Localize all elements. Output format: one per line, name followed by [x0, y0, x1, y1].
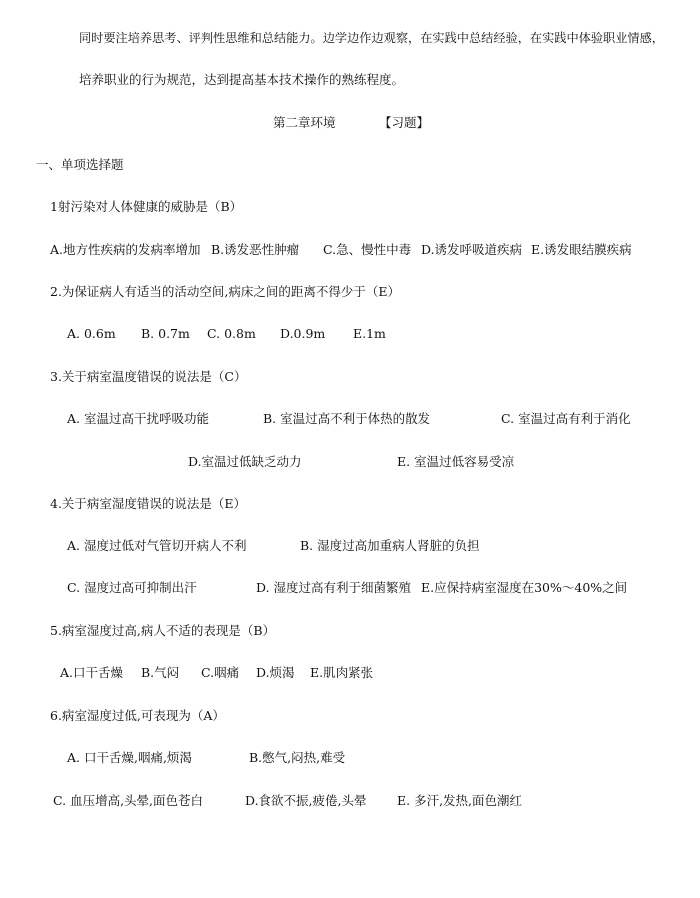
question-option: D.0.9m	[280, 326, 326, 341]
question-option: B. 0.7m	[141, 326, 190, 341]
question-option: D.室温过低缺乏动力	[188, 454, 302, 469]
question-option: E.1m	[353, 326, 386, 341]
question-option: C. 0.8m	[207, 326, 256, 341]
question-stem: 4.关于病室湿度错误的说法是（E）	[50, 496, 247, 511]
intro-line-2: 培养职业的行为规范，达到提高基本技术操作的熟练程度。	[79, 72, 405, 87]
question-option: D.诱发呼吸道疾病	[421, 242, 523, 257]
question-option: B.气闷	[141, 665, 180, 680]
question-stem: 5.病室湿度过高,病人不适的表现是（B）	[50, 623, 276, 638]
question-option: E. 室温过低容易受凉	[397, 454, 515, 469]
question-option: D. 湿度过高有利于细菌繁殖	[256, 580, 412, 595]
question-option: D.烦渴	[256, 665, 295, 680]
question-option: C.咽痛	[201, 665, 240, 680]
question-stem: 3.关于病室温度错误的说法是（C）	[50, 369, 247, 384]
question-option: C. 室温过高有利于消化	[501, 411, 631, 426]
chapter-title: 第二章环境	[273, 115, 336, 130]
question-option: A.地方性疾病的发病率增加	[50, 242, 201, 257]
question-option: A. 口干舌燥,咽痛,烦渴	[67, 750, 192, 765]
question-option: E.肌肉紧张	[310, 665, 374, 680]
intro-line-1: 同时要注培养思考、评判性思维和总结能力。边学边作边观察，在实践中总结经验，在实践中体验职业情感，	[79, 31, 664, 45]
question-option: A. 0.6m	[67, 326, 116, 341]
question-option: C.急、慢性中毒	[323, 242, 412, 257]
question-option: B.憋气,闷热,难受	[249, 750, 346, 765]
question-option: A.口干舌燥	[60, 665, 124, 680]
question-option: D.食欲不振,疲倦,头晕	[245, 793, 367, 808]
question-option: E.诱发眼结膜疾病	[531, 242, 632, 257]
question-option: A. 室温过高干扰呼吸功能	[67, 411, 209, 426]
question-option: E.应保持病室湿度在30%～40%之间	[421, 580, 628, 595]
question-option: A. 湿度过低对气管切开病人不利	[67, 538, 247, 553]
question-stem: 1射污染对人体健康的威胁是（B）	[50, 199, 243, 214]
question-stem: 2.为保证病人有适当的活动空间,病床之间的距离不得少于（E）	[50, 284, 401, 299]
question-option: E. 多汗,发热,面色潮红	[397, 793, 523, 808]
section-title: 一、单项选择题	[36, 157, 124, 172]
question-option: B. 湿度过高加重病人肾脏的负担	[300, 538, 480, 553]
chapter-tag: 【习题】	[379, 115, 430, 130]
question-option: C. 湿度过高可抑制出汗	[67, 580, 197, 595]
question-stem: 6.病室湿度过低,可表现为（A）	[50, 708, 225, 723]
question-option: B. 室温过高不利于体热的散发	[263, 411, 431, 426]
question-option: C. 血压增高,头晕,面色苍白	[53, 793, 204, 808]
question-option: B.诱发恶性肿瘤	[211, 242, 300, 257]
